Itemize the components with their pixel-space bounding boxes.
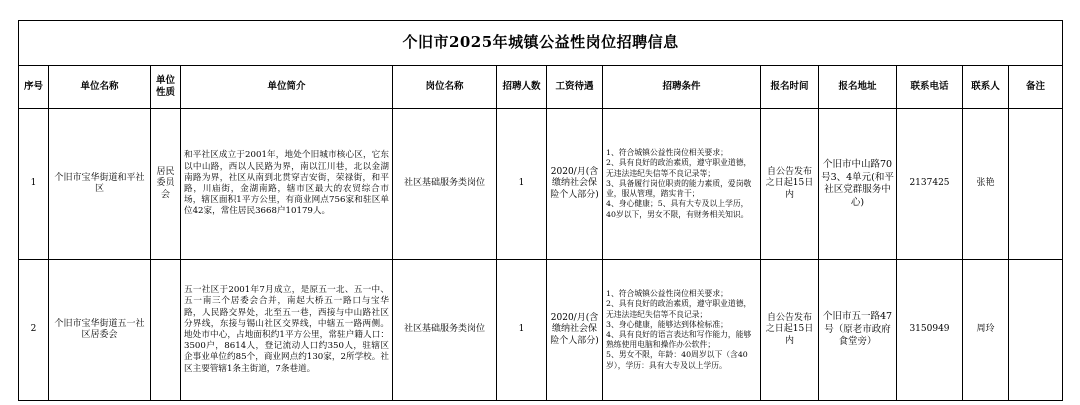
cell-conditions xyxy=(603,109,761,260)
table-row xyxy=(19,109,1063,260)
cell-seq: 2 xyxy=(19,260,49,401)
header-reg-time: 报名时间 xyxy=(761,66,819,109)
header-row xyxy=(19,66,1063,109)
cell-reg-addr: 个旧市中山路70号3、4单元(和平社区党群服务中心) xyxy=(819,109,897,260)
condition-item: 4、身心健康；5、具有大专及以上学历，40岁以下，男女不限，有财务相关知识。 xyxy=(606,199,749,219)
table-row xyxy=(19,260,1063,401)
header-phone: 联系电话 xyxy=(897,66,963,109)
condition-item: 3、具备履行岗位职责的能力素质，爱岗敬业，服从管理，踏实肯干； xyxy=(606,178,752,199)
cell-phone: 2137425 xyxy=(897,109,963,260)
cell-unit-name: 个旧市宝华街道五一社区居委会 xyxy=(49,260,151,401)
cell-remark xyxy=(1009,260,1063,401)
condition-item: 1、符合城镇公益性岗位相关要求； xyxy=(606,289,728,299)
condition-item: 1、符合城镇公益性岗位相关要求； xyxy=(606,148,728,158)
header-unit-intro: 单位简介 xyxy=(181,66,393,109)
condition-item: 3、身心健康，能够达到体检标准； xyxy=(606,319,728,329)
condition-item: 2、具有良好的政治素质，遵守职业道德，无违法违纪失信等不良记录等； xyxy=(606,158,752,178)
cell-reg-time: 自公告发布之日起15日内 xyxy=(761,109,819,260)
header-count: 招聘人数 xyxy=(497,66,547,109)
cell-unit-type xyxy=(151,260,181,401)
cell-unit-intro: 和平社区成立于2001年，地处个旧城市核心区，它东以中山路，西以人民路为界，南以江川巷，北以金湖南路为界，社区从南到北贯穿吉安街，荣禄街，和平路，川庙街，金湖南路，辖市区最大的农贸综合市场，辖区面积1平方公里，有商业网点756家和驻区单位42家，常住居民3668户10179人。 xyxy=(181,109,393,260)
header-unit-name: 单位名称 xyxy=(49,66,151,109)
cell-reg-time: 自公告发布之日起15日内 xyxy=(761,260,819,401)
cell-unit-name: 个旧市宝华街道和平社区 xyxy=(49,109,151,260)
cell-post-name: 社区基础服务类岗位 xyxy=(393,260,497,401)
cell-count: 1 xyxy=(497,109,547,260)
recruitment-sheet xyxy=(18,20,1062,401)
condition-item: 5、男女不限，年龄：40周岁以下（含40岁），学历：具有大专及以上学历。 xyxy=(606,350,748,370)
header-unit-type: 单位性质 xyxy=(151,66,181,109)
cell-unit-type: 居民委员会 xyxy=(151,109,181,260)
cell-salary: 2020/月(含缴纳社会保险个人部分) xyxy=(547,260,603,401)
cell-salary: 2020/月(含缴纳社会保险个人部分) xyxy=(547,109,603,260)
condition-item: 2、具有良好的政治素质，遵守职业道德，无违法违纪失信等不良记录； xyxy=(606,299,752,319)
cell-remark xyxy=(1009,109,1063,260)
cell-count: 1 xyxy=(497,260,547,401)
header-seq: 序号 xyxy=(19,66,49,109)
header-reg-addr: 报名地址 xyxy=(819,66,897,109)
sheet-title: 个旧市2025年城镇公益性岗位招聘信息 xyxy=(19,21,1063,66)
cell-post-name: 社区基础服务类岗位 xyxy=(393,109,497,260)
header-contact: 联系人 xyxy=(963,66,1009,109)
header-conditions: 招聘条件 xyxy=(603,66,761,109)
header-salary: 工资待遇 xyxy=(547,66,603,109)
condition-item: 4、具有良好的语言表达和写作能力，能够熟练使用电脑和操作办公软件； xyxy=(606,330,752,350)
cell-phone: 3150949 xyxy=(897,260,963,401)
cell-conditions xyxy=(603,260,761,401)
cell-contact: 张艳 xyxy=(963,109,1009,260)
header-post-name: 岗位名称 xyxy=(393,66,497,109)
cell-seq: 1 xyxy=(19,109,49,260)
cell-unit-intro: 五一社区于2001年7月成立，是原五一北、五一中、五一南三个居委会合并，南起大桥五一路口与宝华路，人民路交界处，北至五一巷，西接与中山路社区分界线，东接与锡山社区交界线，中辖五一路两侧。地处市中心，占地面积约1平方公里，常驻户籍人口：3500户，8614人，登记流动人口约350人，驻辖区企事业单位约85个，商业网点约130家，2所学校。社区主要管辖1条主街道，7条巷道。 xyxy=(181,260,393,401)
cell-contact: 周玲 xyxy=(963,260,1009,401)
recruitment-table xyxy=(18,20,1063,401)
cell-reg-addr: 个旧市五一路47号（原老市政府食堂旁） xyxy=(819,260,897,401)
header-remark: 备注 xyxy=(1009,66,1063,109)
